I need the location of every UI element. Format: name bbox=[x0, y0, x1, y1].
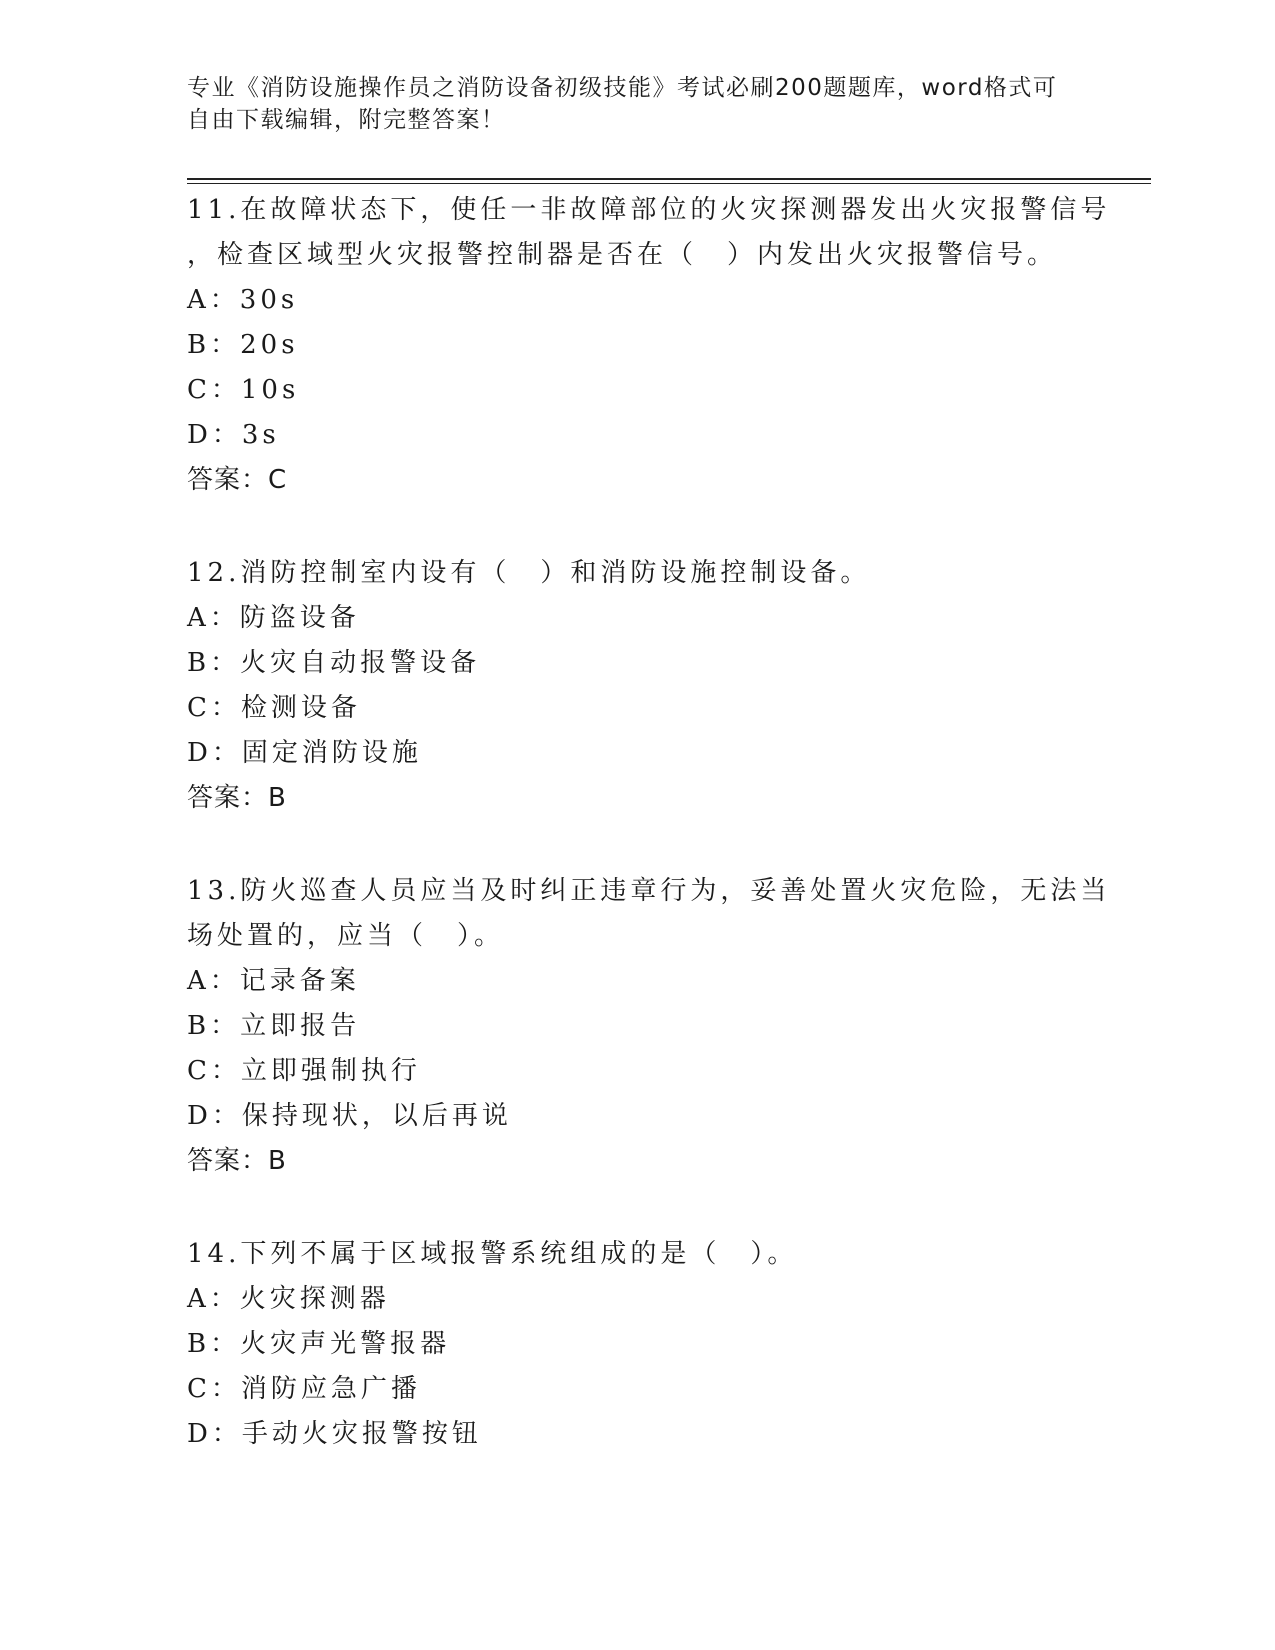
question-11 bbox=[187, 188, 1111, 503]
option-c: C：立即强制执行 bbox=[187, 1056, 421, 1086]
question-stem-line: 11.在故障状态下，使任一非故障部位的火灾探测器发出火灾报警信号 bbox=[187, 195, 1111, 225]
question-13 bbox=[187, 869, 1111, 1184]
question-stem-line: 13.防火巡查人员应当及时纠正违章行为，妥善处置火灾危险，无法当 bbox=[187, 876, 1111, 906]
option-c: C：消防应急广播 bbox=[187, 1374, 421, 1404]
option-b: B：火灾声光警报器 bbox=[187, 1329, 451, 1359]
intro-line-1: 专业《消防设施操作员之消防设备初级技能》考试必刷200题题库，word格式可 bbox=[187, 75, 1058, 101]
option-d: D：固定消防设施 bbox=[187, 738, 422, 768]
option-c: C：检测设备 bbox=[187, 693, 361, 723]
question-stem-line: 14.下列不属于区域报警系统组成的是（ ）。 bbox=[187, 1239, 798, 1269]
question-stem-line: ，检查区域型火灾报警控制器是否在（ ）内发出火灾报警信号。 bbox=[187, 240, 1058, 270]
question-12 bbox=[187, 551, 1087, 821]
option-a: A：火灾探测器 bbox=[187, 1284, 390, 1314]
header-divider-thin bbox=[187, 183, 1151, 184]
option-a: A：防盗设备 bbox=[187, 603, 360, 633]
option-d: D：手动火灾报警按钮 bbox=[187, 1419, 482, 1449]
option-b: B：火灾自动报警设备 bbox=[187, 648, 481, 678]
answer: 答案：C bbox=[187, 465, 288, 495]
option-d: D：保持现状，以后再说 bbox=[187, 1101, 512, 1131]
question-stem-line: 场处置的，应当（ ）。 bbox=[187, 921, 505, 951]
option-c: C：10s bbox=[187, 375, 300, 405]
option-b: B：20s bbox=[187, 330, 299, 360]
intro-line-2: 自由下载编辑，附完整答案！ bbox=[187, 107, 506, 133]
option-a: A：30s bbox=[187, 285, 299, 315]
option-b: B：立即报告 bbox=[187, 1011, 361, 1041]
answer: 答案：B bbox=[187, 1146, 287, 1176]
answer: 答案：B bbox=[187, 783, 287, 813]
document-intro bbox=[187, 72, 1087, 136]
option-d: D：3s bbox=[187, 420, 280, 450]
question-stem-line: 12.消防控制室内设有（ ）和消防设施控制设备。 bbox=[187, 558, 871, 588]
header-divider-thick bbox=[187, 178, 1151, 180]
option-a: A：记录备案 bbox=[187, 966, 360, 996]
question-14 bbox=[187, 1232, 1087, 1457]
